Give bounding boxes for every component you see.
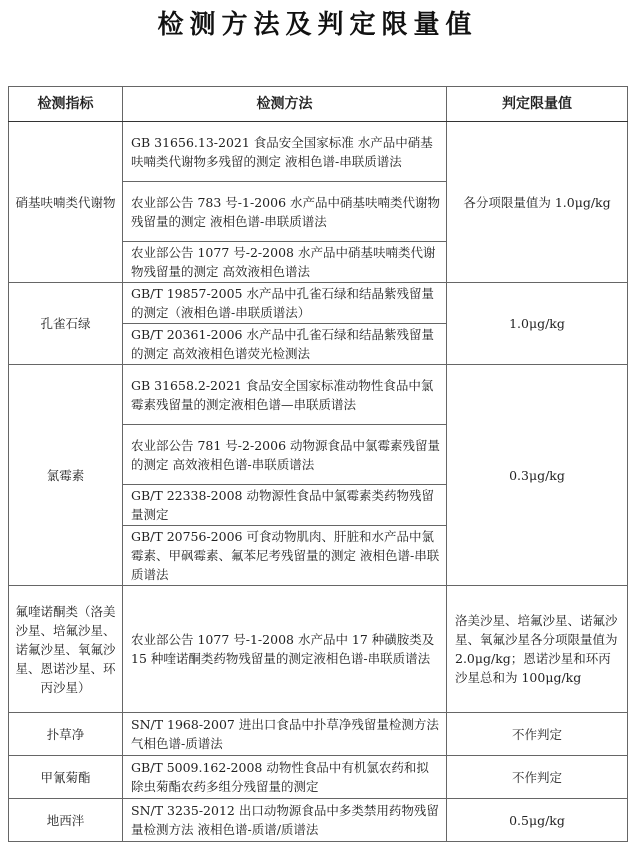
table-row xyxy=(9,283,628,324)
method-cell: GB/T 20756-2006 可食动物肌肉、肝脏和水产品中氯霉素、甲砜霉素、氟苯尼考残留量的测定 液相色谱-串联质谱法 xyxy=(123,526,447,586)
method-limit-table xyxy=(8,86,628,842)
limit-cell: 1.0μg/kg xyxy=(447,283,628,365)
table-row xyxy=(9,365,628,425)
header-limit: 判定限量值 xyxy=(447,87,628,122)
method-cell: GB 31658.2-2021 食品安全国家标准动物性食品中氯霉素残留量的测定液相色谱—串联质谱法 xyxy=(123,365,447,425)
method-cell: GB/T 5009.162-2008 动物性食品中有机氯农药和拟除虫菊酯农药多组分残留量的测定 xyxy=(123,756,447,799)
limit-cell: 不作判定 xyxy=(447,713,628,756)
indicator-cell: 孔雀石绿 xyxy=(9,283,123,365)
method-cell: 农业部公告 1077 号-2-2008 水产品中硝基呋喃类代谢物残留量的测定 高效液相色谱法 xyxy=(123,242,447,283)
limit-cell: 0.3μg/kg xyxy=(447,365,628,586)
header-method: 检测方法 xyxy=(123,87,447,122)
method-cell: GB 31656.13-2021 食品安全国家标准 水产品中硝基呋喃类代谢物多残留的测定 液相色谱-串联质谱法 xyxy=(123,122,447,182)
indicator-cell: 硝基呋喃类代谢物 xyxy=(9,122,123,283)
method-cell: GB/T 22338-2008 动物源性食品中氯霉素类药物残留量测定 xyxy=(123,485,447,526)
table-row xyxy=(9,586,628,713)
method-cell: SN/T 1968-2007 进出口食品中扑草净残留量检测方法气相色谱-质谱法 xyxy=(123,713,447,756)
table-row xyxy=(9,122,628,182)
limit-cell: 不作判定 xyxy=(447,756,628,799)
table-row xyxy=(9,756,628,799)
page-title: 检测方法及判定限量值 xyxy=(157,10,478,40)
method-cell: 农业部公告 1077 号-1-2008 水产品中 17 种磺胺类及 15 种喹诺酮类药物残留量的测定液相色谱-串联质谱法 xyxy=(123,586,447,713)
method-cell: 农业部公告 781 号-2-2006 动物源食品中氯霉素残留量的测定 高效液相色谱-串联质谱法 xyxy=(123,425,447,485)
method-cell: 农业部公告 783 号-1-2006 水产品中硝基呋喃类代谢物残留量的测定 液相色谱-串联质谱法 xyxy=(123,182,447,242)
table-row xyxy=(9,799,628,842)
indicator-cell: 氟喹诺酮类（洛美沙星、培氟沙星、诺氟沙星、氧氟沙星、恩诺沙星、环丙沙星） xyxy=(9,586,123,713)
table-header-row xyxy=(9,87,628,122)
method-cell: SN/T 3235-2012 出口动物源食品中多类禁用药物残留量检测方法 液相色谱-质谱/质谱法 xyxy=(123,799,447,842)
indicator-cell: 地西泮 xyxy=(9,799,123,842)
header-indicator: 检测指标 xyxy=(9,87,123,122)
indicator-cell: 氯霉素 xyxy=(9,365,123,586)
table-row xyxy=(9,713,628,756)
limit-cell: 洛美沙星、培氟沙星、诺氟沙星、氧氟沙星各分项限量值为 2.0μg/kg；恩诺沙星和环丙沙星总和为 100μg/kg xyxy=(447,586,628,713)
method-cell: GB/T 19857-2005 水产品中孔雀石绿和结晶紫残留量的测定（液相色谱-串联质谱法） xyxy=(123,283,447,324)
method-cell: GB/T 20361-2006 水产品中孔雀石绿和结晶紫残留量的测定 高效液相色谱荧光检测法 xyxy=(123,324,447,365)
limit-cell: 0.5μg/kg xyxy=(447,799,628,842)
indicator-cell: 扑草净 xyxy=(9,713,123,756)
indicator-cell: 甲氰菊酯 xyxy=(9,756,123,799)
limit-cell: 各分项限量值为 1.0μg/kg xyxy=(447,122,628,283)
